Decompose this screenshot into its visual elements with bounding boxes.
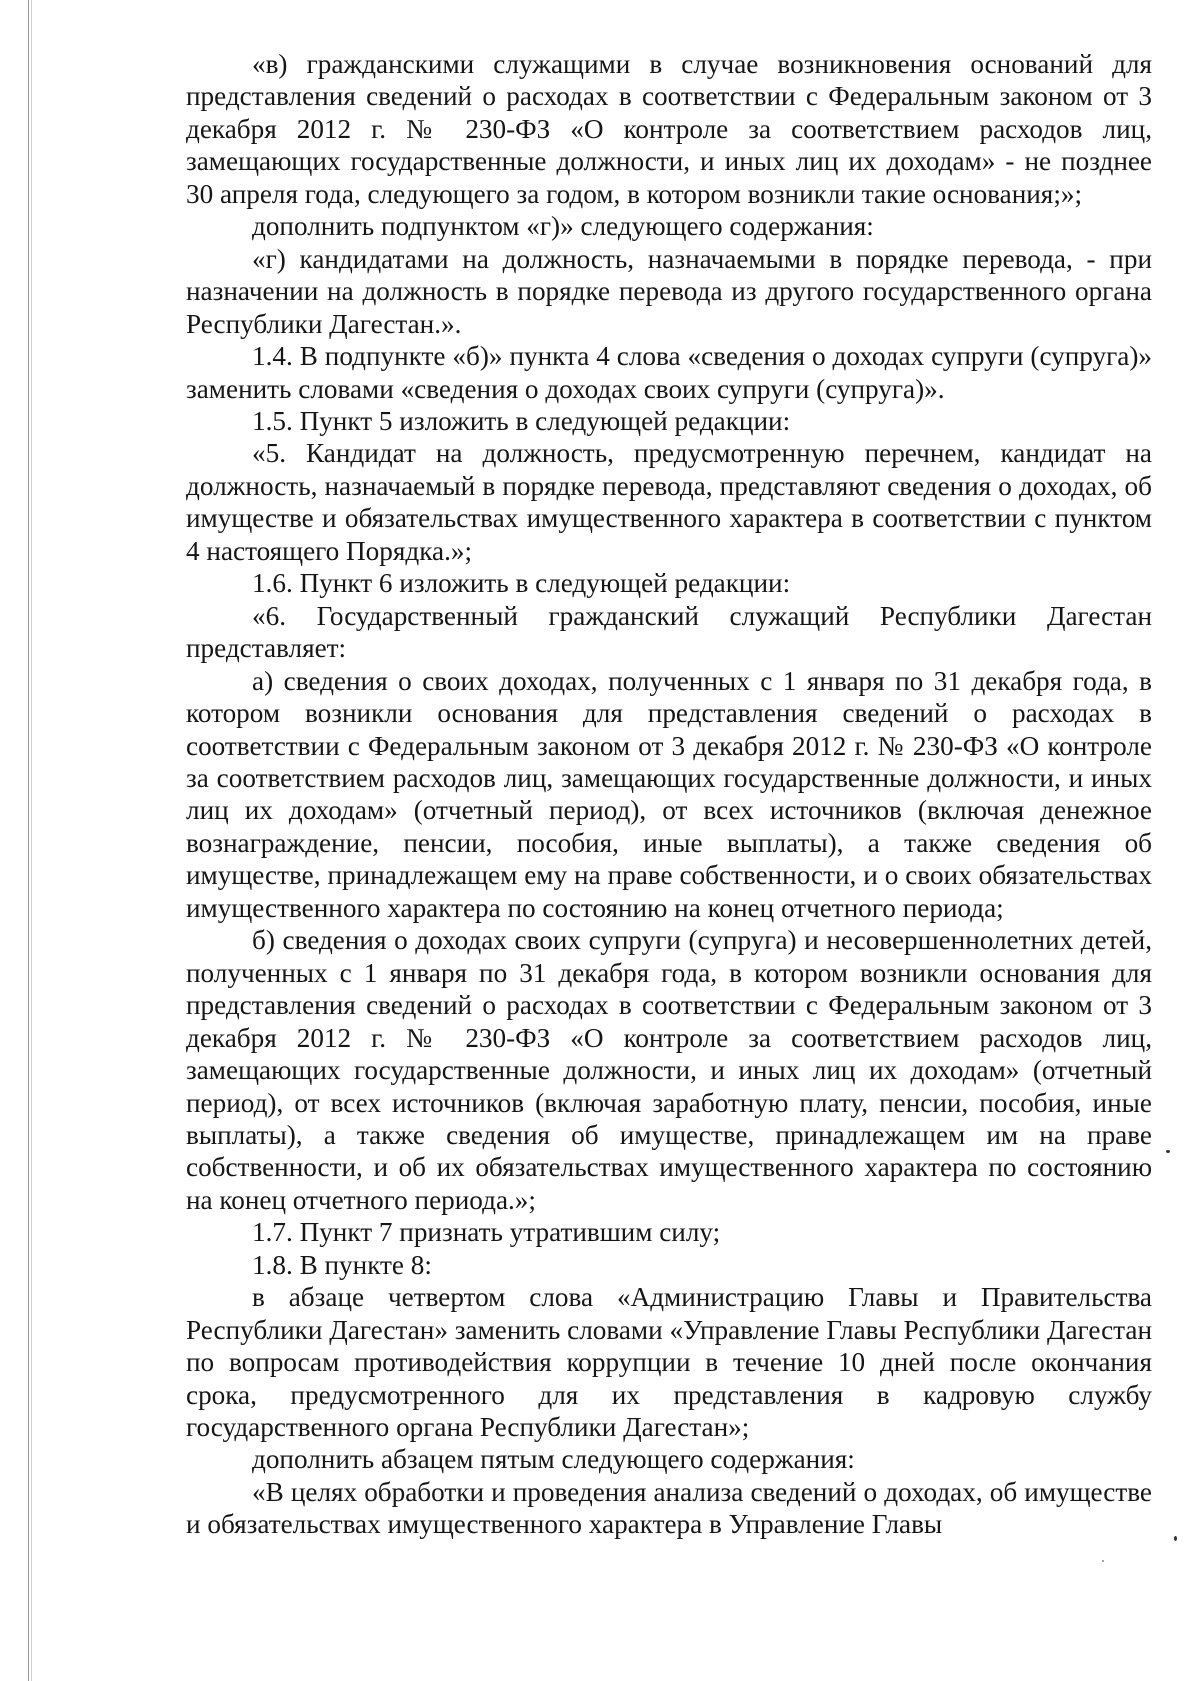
paragraph-1-6: 1.6. Пункт 6 изложить в следующей редакции:	[252, 568, 791, 599]
scan-speck	[1174, 1536, 1177, 1541]
paragraph-point-5: «5. Кандидат на должность, предусмотренную перечнем, кандидат на должность, назначаемый в порядке перевода, представляют сведения о доходах, об имуществе и обязательствах имущественного характера в соответствии с пунктом 4 настоящего Порядка.»;	[186, 438, 1152, 566]
paragraph-1-4: 1.4. В подпункте «б)» пункта 4 слова «сведения о доходах супруги (супруга)» заменить словами «сведения о доходах своих супруги (супруга)».	[186, 341, 1152, 404]
paragraph-1-8: 1.8. В пункте 8:	[252, 1249, 432, 1280]
paragraph-1-7: 1.7. Пункт 7 признать утратившим силу;	[252, 1217, 721, 1248]
scan-speck	[1166, 1150, 1170, 1153]
paragraph-point-6-a: а) сведения о своих доходах, полученных с 1 января по 31 декабря года, в котором возникли основания для представления сведений о расходах в соответствии с Федеральным законом от 3 декабря 2012 г. № 230-ФЗ «О контроле за соответствием расходов лиц, замещающих государственные должности, и иных лиц их доходам» (отчетный период), от всех источников (включая денежное вознаграждение, пенсии, пособия, иные выплаты), а также сведения об имуществе, принадлежащем ему на праве собственности, и о своих обязательствах имущественного характера по состоянию на конец отчетного периода;	[186, 665, 1152, 923]
scan-margin-line-faint	[31, 0, 32, 1681]
document-page	[186, 48, 1152, 1541]
paragraph-abzac-4: в абзаце четвертом слова «Администрацию Главы и Правительства Республики Дагестан» заменить словами «Управление Главы Республики Дагестан по вопросам противодействия коррупции в течение 10 дней после окончания срока, предусмотренного для их представления в кадровую службу государственного органа Республики Дагестан»;	[186, 1282, 1152, 1443]
paragraph-subpoint-v: «в) гражданскими служащими в случае возникновения оснований для представления сведений о расходах в соответствии с Федеральным законом от 3 декабря 2012 г. № 230-ФЗ «О контроле за соответствием расходов лиц, замещающих государственные должности, и иных лиц их доходам» - не позднее 30 апреля года, следующего за годом, в котором возникли такие основания;»;	[186, 49, 1152, 209]
scan-speck	[1102, 1560, 1104, 1562]
scan-margin-line	[28, 0, 29, 1681]
paragraph-add-subpoint-g: дополнить подпунктом «г)» следующего содержания:	[252, 211, 874, 242]
paragraph-point-6: «6. Государственный гражданский служащий Республики Дагестан представляет:	[186, 600, 1152, 664]
paragraph-1-5: 1.5. Пункт 5 изложить в следующей редакции:	[252, 405, 791, 436]
paragraph-subpoint-g: «г) кандидатами на должность, назначаемыми в порядке перевода, - при назначении на должность в порядке перевода из другого государственного органа Республики Дагестан.».	[186, 243, 1152, 339]
paragraph-abzac-5-text: «В целях обработки и проведения анализа сведений о доходах, об имуществе и обязательствах имущественного характера в Управление Главы	[186, 1476, 1152, 1540]
paragraph-point-6-b: б) сведения о доходах своих супруги (супруга) и несовершеннолетних детей, полученных с 1 января по 31 декабря года, в котором возникли основания для представления сведений о расходах в соответствии с Федеральным законом от 3 декабря 2012 г. № 230-ФЗ «О контроле за соответствием расходов лиц, замещающих государственные должности, и иных лиц их доходам» (отчетный период), от всех источников (включая заработную плату, пенсии, пособия, иные выплаты), а также сведения об имуществе, принадлежащем им на праве собственности, и об их обязательствах имущественного характера по состоянию на конец отчетного периода.»;	[186, 925, 1152, 1215]
paragraph-add-abzac-5: дополнить абзацем пятым следующего содержания:	[252, 1444, 855, 1475]
